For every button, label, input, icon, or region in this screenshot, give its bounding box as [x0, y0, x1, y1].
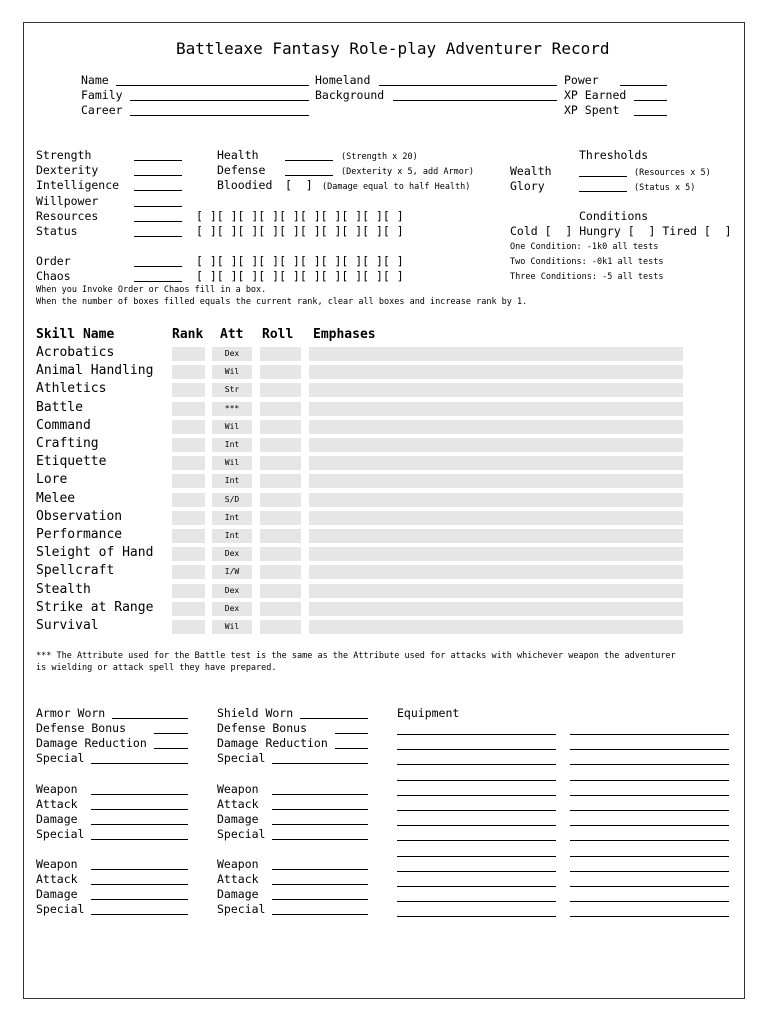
skill-rank-field[interactable] — [172, 474, 205, 488]
skill-roll-field[interactable] — [260, 493, 301, 507]
skill-roll-field[interactable] — [260, 402, 301, 416]
attack-label: Attack — [36, 797, 78, 811]
skill-name: Melee — [36, 491, 76, 506]
homeland-field[interactable] — [379, 85, 557, 86]
skill-name: Crafting — [36, 436, 99, 451]
shield-damage-reduction-label: Damage Reduction — [217, 736, 328, 750]
name-field[interactable] — [116, 85, 309, 86]
equipment-line[interactable] — [397, 871, 556, 872]
defense-field[interactable] — [285, 175, 333, 176]
skill-rank-field[interactable] — [172, 420, 205, 434]
skill-rank-field[interactable] — [172, 402, 205, 416]
skill-att: Int — [212, 438, 252, 452]
skill-att: *** — [212, 402, 252, 416]
equipment-line[interactable] — [570, 916, 729, 917]
skill-name: Etiquette — [36, 454, 107, 469]
skill-name: Observation — [36, 509, 123, 524]
dexterity-label: Dexterity — [36, 163, 99, 177]
skill-name: Battle — [36, 400, 83, 415]
damage-field[interactable] — [91, 824, 188, 825]
resources-boxes[interactable]: [ ][ ][ ][ ][ ][ ][ ][ ][ ][ ] — [196, 209, 404, 223]
skill-rank-field[interactable] — [172, 529, 205, 543]
battle-note-line-2: is wielding or attack spell they have prepared. — [36, 663, 277, 673]
family-label: Family — [81, 88, 123, 102]
skill-att: Int — [212, 511, 252, 525]
skill-name: Sleight of Hand — [36, 545, 154, 560]
weapon-special-field[interactable] — [91, 914, 188, 915]
battle-note-line-1: *** The Attribute used for the Battle test is the same as the Attribute used for attacks with whichever weapon the adventurer — [36, 651, 676, 661]
skill-roll-field[interactable] — [260, 365, 301, 379]
willpower-field[interactable] — [134, 206, 182, 207]
weapon-special-label: Special — [217, 827, 266, 841]
shield-defense-bonus-field[interactable] — [335, 733, 368, 734]
attack-label: Attack — [217, 872, 259, 886]
skill-emphases-field[interactable] — [309, 565, 683, 579]
shield-special-field[interactable] — [272, 763, 368, 764]
order-field[interactable] — [134, 266, 182, 267]
skill-emphases-field[interactable] — [309, 547, 683, 561]
health-note: (Strength x 20) — [341, 152, 418, 162]
strength-label: Strength — [36, 148, 92, 162]
skill-name: Stealth — [36, 582, 91, 597]
skill-emphases-field[interactable] — [309, 365, 683, 379]
xp-earned-label: XP Earned — [564, 88, 627, 102]
skill-emphases-field[interactable] — [309, 602, 683, 616]
defense-bonus-label: Defense Bonus — [36, 721, 127, 735]
skill-att: Dex — [212, 602, 252, 616]
roll-header: Roll — [262, 327, 294, 342]
equipment-line[interactable] — [397, 780, 556, 781]
wealth-label: Wealth — [510, 164, 552, 178]
att-header: Att — [220, 327, 244, 342]
weapon-label: Weapon — [36, 857, 78, 871]
health-field[interactable] — [285, 160, 333, 161]
skill-roll-field[interactable] — [260, 529, 301, 543]
weapon-special-label: Special — [36, 827, 85, 841]
skill-emphases-field[interactable] — [309, 402, 683, 416]
skill-att: Wil — [212, 456, 252, 470]
equipment-line[interactable] — [570, 901, 729, 902]
skill-emphases-field[interactable] — [309, 493, 683, 507]
weapon-special-field[interactable] — [91, 839, 188, 840]
wealth-note: (Resources x 5) — [634, 168, 711, 178]
family-field[interactable] — [130, 100, 309, 101]
name-label: Name — [81, 73, 109, 87]
bloodied-note: (Damage equal to half Health) — [322, 182, 471, 192]
damage-field[interactable] — [272, 824, 368, 825]
intelligence-label: Intelligence — [36, 178, 120, 192]
xp-spent-field[interactable] — [634, 115, 667, 116]
skill-roll-field[interactable] — [260, 474, 301, 488]
glory-field[interactable] — [579, 191, 627, 192]
power-label: Power — [564, 73, 599, 87]
weapon-field[interactable] — [91, 794, 188, 795]
equipment-line[interactable] — [397, 795, 556, 796]
skill-roll-field[interactable] — [260, 347, 301, 361]
conditions-title: Conditions — [579, 209, 649, 223]
weapon-label: Weapon — [217, 782, 259, 796]
equipment-line[interactable] — [570, 825, 729, 826]
skill-roll-field[interactable] — [260, 620, 301, 634]
equipment-line[interactable] — [570, 734, 729, 735]
skill-roll-field[interactable] — [260, 547, 301, 561]
skill-name: Command — [36, 418, 91, 433]
skill-roll-field[interactable] — [260, 602, 301, 616]
equipment-line[interactable] — [570, 764, 729, 765]
shield-damage-reduction-field[interactable] — [335, 748, 368, 749]
equipment-line[interactable] — [397, 749, 556, 750]
skill-name-header: Skill Name — [36, 327, 115, 342]
shield-worn-field[interactable] — [300, 718, 368, 719]
skill-roll-field[interactable] — [260, 383, 301, 397]
skill-roll-field[interactable] — [260, 511, 301, 525]
order-boxes[interactable]: [ ][ ][ ][ ][ ][ ][ ][ ][ ][ ] — [196, 254, 404, 268]
xp-earned-field[interactable] — [634, 100, 667, 101]
skill-emphases-field[interactable] — [309, 620, 683, 634]
skill-emphases-field[interactable] — [309, 474, 683, 488]
attack-field[interactable] — [272, 809, 368, 810]
skill-att: Wil — [212, 365, 252, 379]
equipment-label: Equipment — [397, 706, 460, 720]
skill-roll-field[interactable] — [260, 456, 301, 470]
armor-special-field[interactable] — [91, 763, 188, 764]
career-label: Career — [81, 103, 123, 117]
equipment-line[interactable] — [570, 810, 729, 811]
career-field[interactable] — [130, 115, 309, 116]
equipment-line[interactable] — [397, 734, 556, 735]
skill-att: S/D — [212, 493, 252, 507]
skill-rank-field[interactable] — [172, 493, 205, 507]
three-conditions-note: Three Conditions: -5 all tests — [510, 272, 664, 282]
background-label: Background — [315, 88, 385, 102]
weapon-label: Weapon — [217, 857, 259, 871]
chaos-field[interactable] — [134, 281, 182, 282]
equipment-line[interactable] — [570, 795, 729, 796]
equipment-line[interactable] — [570, 856, 729, 857]
background-field[interactable] — [393, 100, 557, 101]
power-field[interactable] — [620, 85, 667, 86]
wealth-field[interactable] — [579, 176, 627, 177]
equipment-line[interactable] — [397, 916, 556, 917]
skill-rank-field[interactable] — [172, 584, 205, 598]
attack-label: Attack — [36, 872, 78, 886]
xp-spent-label: XP Spent — [564, 103, 620, 117]
skill-emphases-field[interactable] — [309, 383, 683, 397]
skill-att: Dex — [212, 347, 252, 361]
skill-emphases-field[interactable] — [309, 511, 683, 525]
weapon-special-field[interactable] — [272, 914, 368, 915]
conditions-checkboxes[interactable]: Cold [ ] Hungry [ ] Tired [ ] — [510, 224, 732, 238]
damage-reduction-field[interactable] — [154, 748, 188, 749]
skill-roll-field[interactable] — [260, 565, 301, 579]
glory-label: Glory — [510, 179, 545, 193]
attack-field[interactable] — [91, 884, 188, 885]
skill-emphases-field[interactable] — [309, 438, 683, 452]
skill-name: Strike at Range — [36, 600, 154, 615]
shield-special-label: Special — [217, 751, 266, 765]
skill-name: Acrobatics — [36, 345, 115, 360]
defense-bonus-field[interactable] — [154, 733, 188, 734]
skill-name: Lore — [36, 472, 68, 487]
skill-rank-field[interactable] — [172, 383, 205, 397]
defense-label: Defense — [217, 163, 266, 177]
weapon-field[interactable] — [91, 869, 188, 870]
skill-rank-field[interactable] — [172, 547, 205, 561]
skill-roll-field[interactable] — [260, 438, 301, 452]
status-field[interactable] — [134, 236, 182, 237]
weapon-field[interactable] — [272, 794, 368, 795]
equipment-line[interactable] — [397, 840, 556, 841]
equipment-line[interactable] — [397, 856, 556, 857]
armor-worn-field[interactable] — [112, 718, 188, 719]
skill-emphases-field[interactable] — [309, 347, 683, 361]
skill-att: Int — [212, 474, 252, 488]
equipment-line[interactable] — [397, 901, 556, 902]
equipment-line[interactable] — [570, 749, 729, 750]
skill-att: Wil — [212, 620, 252, 634]
weapon-special-field[interactable] — [272, 839, 368, 840]
skill-rank-field[interactable] — [172, 365, 205, 379]
attack-field[interactable] — [91, 809, 188, 810]
shield-worn-label: Shield Worn — [217, 706, 294, 720]
rank-note: When the number of boxes filled equals the current rank, clear all boxes and increase rank by 1. — [36, 297, 528, 307]
damage-label: Damage — [36, 812, 78, 826]
health-label: Health — [217, 148, 259, 162]
damage-field[interactable] — [272, 899, 368, 900]
skill-att: Dex — [212, 584, 252, 598]
damage-reduction-label: Damage Reduction — [36, 736, 147, 750]
order-label: Order — [36, 254, 71, 268]
chaos-boxes[interactable]: [ ][ ][ ][ ][ ][ ][ ][ ][ ][ ] — [196, 269, 404, 283]
bloodied-box[interactable]: [ ] — [285, 178, 313, 192]
skill-emphases-field[interactable] — [309, 529, 683, 543]
two-conditions-note: Two Conditions: -0k1 all tests — [510, 257, 664, 267]
skill-att: Dex — [212, 547, 252, 561]
skill-rank-field[interactable] — [172, 456, 205, 470]
damage-field[interactable] — [91, 899, 188, 900]
skill-rank-field[interactable] — [172, 347, 205, 361]
equipment-line[interactable] — [397, 886, 556, 887]
attack-label: Attack — [217, 797, 259, 811]
equipment-line[interactable] — [570, 780, 729, 781]
skill-rank-field[interactable] — [172, 620, 205, 634]
damage-label: Damage — [36, 887, 78, 901]
skill-rank-field[interactable] — [172, 511, 205, 525]
chaos-label: Chaos — [36, 269, 71, 283]
skill-emphases-field[interactable] — [309, 584, 683, 598]
shield-defense-bonus-label: Defense Bonus — [217, 721, 308, 735]
skill-att: Str — [212, 383, 252, 397]
damage-label: Damage — [217, 887, 259, 901]
armor-special-label: Special — [36, 751, 85, 765]
equipment-line[interactable] — [570, 871, 729, 872]
rank-header: Rank — [172, 327, 204, 342]
equipment-line[interactable] — [397, 764, 556, 765]
skill-emphases-field[interactable] — [309, 456, 683, 470]
bloodied-label: Bloodied — [217, 178, 273, 192]
skill-att: Wil — [212, 420, 252, 434]
skill-roll-field[interactable] — [260, 584, 301, 598]
defense-note: (Dexterity x 5, add Armor) — [341, 167, 475, 177]
skill-name: Athletics — [36, 381, 107, 396]
skill-att: Int — [212, 529, 252, 543]
damage-label: Damage — [217, 812, 259, 826]
strength-field[interactable] — [134, 160, 182, 161]
equipment-line[interactable] — [570, 886, 729, 887]
emphases-header: Emphases — [313, 327, 376, 342]
skill-rank-field[interactable] — [172, 438, 205, 452]
weapon-label: Weapon — [36, 782, 78, 796]
skill-name: Spellcraft — [36, 563, 115, 578]
homeland-label: Homeland — [315, 73, 371, 87]
attack-field[interactable] — [272, 884, 368, 885]
skill-roll-field[interactable] — [260, 420, 301, 434]
willpower-label: Willpower — [36, 194, 99, 208]
weapon-special-label: Special — [217, 902, 266, 916]
resources-label: Resources — [36, 209, 99, 223]
skill-rank-field[interactable] — [172, 565, 205, 579]
equipment-line[interactable] — [570, 840, 729, 841]
equipment-line[interactable] — [397, 810, 556, 811]
skill-name: Survival — [36, 618, 99, 633]
glory-note: (Status x 5) — [634, 183, 696, 193]
thresholds-title: Thresholds — [579, 148, 649, 162]
skill-att: I/W — [212, 565, 252, 579]
weapon-field[interactable] — [272, 869, 368, 870]
skill-name: Performance — [36, 527, 123, 542]
armor-worn-label: Armor Worn — [36, 706, 106, 720]
intelligence-field[interactable] — [134, 190, 182, 191]
status-boxes[interactable]: [ ][ ][ ][ ][ ][ ][ ][ ][ ][ ] — [196, 224, 404, 238]
invoke-note: When you Invoke Order or Chaos fill in a box. — [36, 285, 267, 295]
resources-field[interactable] — [134, 221, 182, 222]
weapon-special-label: Special — [36, 902, 85, 916]
status-label: Status — [36, 224, 78, 238]
dexterity-field[interactable] — [134, 175, 182, 176]
page-title: Battleaxe Fantasy Role-play Adventurer Record — [176, 39, 610, 58]
skill-name: Animal Handling — [36, 363, 154, 378]
skill-rank-field[interactable] — [172, 602, 205, 616]
equipment-line[interactable] — [397, 825, 556, 826]
one-condition-note: One Condition: -1k0 all tests — [510, 242, 659, 252]
skill-emphases-field[interactable] — [309, 420, 683, 434]
